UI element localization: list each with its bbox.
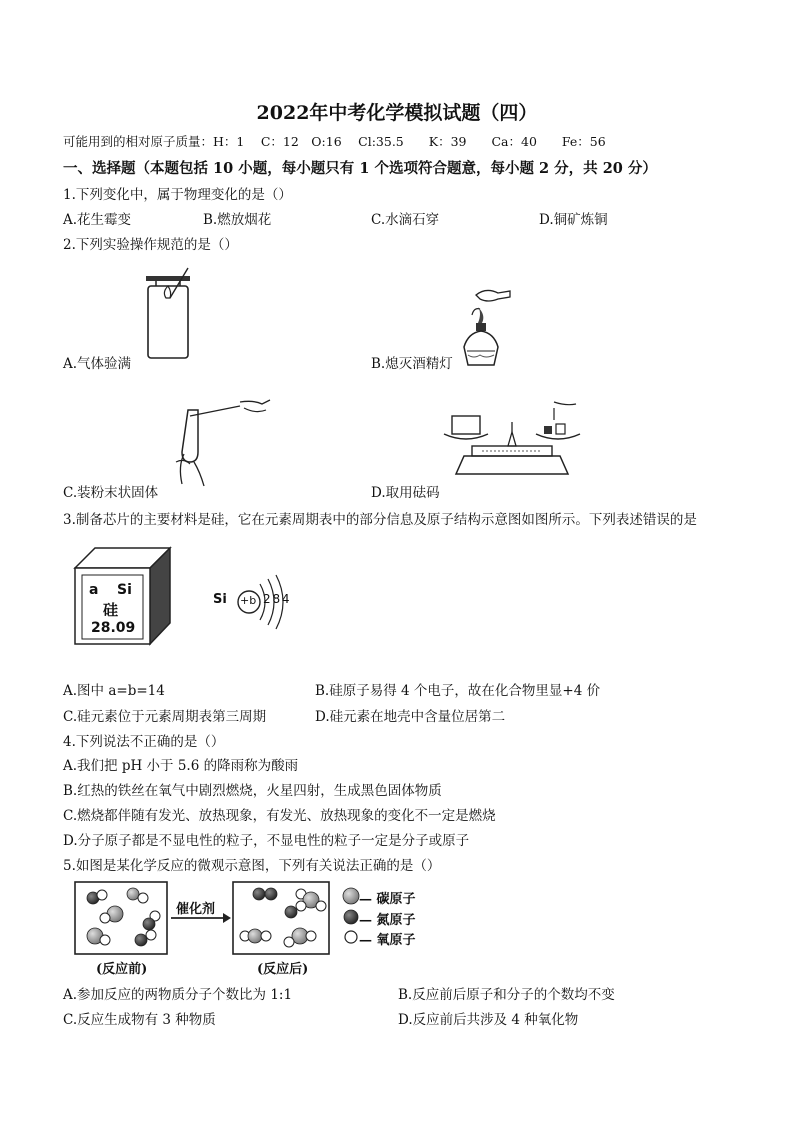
question-5-stem: 5.如图是某化学反应的微观示意图，下列有关说法正确的是（） [63, 858, 441, 874]
q4-option-a: A.我们把 pH 小于 5.6 的降雨称为酸雨 [63, 758, 299, 774]
page-title: 2022年中考化学模拟试题（四） [256, 102, 538, 124]
q3-option-b: B.硅原子易得 4 个电子，故在化合物里显+4 价 [315, 683, 601, 699]
atom-shells: 2 8 4 [263, 592, 289, 606]
q5-option-c: C.反应生成物有 3 种物质 [63, 1012, 216, 1028]
q2-option-d: D.取用砝码 [371, 485, 440, 501]
legend-carbon: — 碳原子 [359, 892, 416, 907]
cell-atomic-number: a [89, 582, 99, 598]
q3-option-c: C.硅元素位于元素周期表第三周期 [63, 709, 267, 725]
q3-option-d: D.硅元素在地壳中含量位居第二 [315, 709, 506, 725]
gas-bottle-figure [140, 268, 200, 363]
q2-option-c: C.装粉末状固体 [63, 485, 159, 501]
q2-option-b: B.熄灭酒精灯 [371, 356, 453, 372]
cell-element-name: 硅 [103, 601, 119, 619]
atomic-masses: 可能用到的相对原子质量：H：1 C：12 O:16 Cl:35.5 K：39 Ca：40 Fe：56 [63, 134, 606, 149]
legend-oxygen: — 氧原子 [359, 933, 416, 948]
atom-nucleus: +b [240, 594, 257, 607]
q4-option-d: D.分子原子都是不显电性的粒子，不显电性的粒子一定是分子或原子 [63, 833, 470, 849]
q1-option-b: B.燃放烟花 [203, 212, 272, 228]
after-label: (反应后) [257, 962, 309, 977]
balance-figure [442, 402, 582, 492]
section-heading: 一、选择题（本题包括 10 小题，每小题只有 1 个选项符合题意，每小题 2 分，共 20 分） [63, 160, 657, 177]
question-4-stem: 4.下列说法不正确的是（） [63, 734, 225, 750]
q1-option-c: C.水滴石穿 [371, 212, 440, 228]
q5-option-d: D.反应前后共涉及 4 种氧化物 [398, 1012, 579, 1028]
q3-option-a: A.图中 a=b=14 [63, 683, 165, 699]
atom-symbol: Si [213, 592, 227, 607]
before-label: (反应前) [96, 962, 148, 977]
q4-option-c: C.燃烧都伴随有发光、放热现象，有发光、放热现象的变化不一定是燃烧 [63, 808, 496, 824]
q5-option-b: B.反应前后原子和分子的个数均不变 [398, 987, 615, 1003]
catalyst-label: 催化剂 [176, 902, 216, 917]
question-2-stem: 2.下列实验操作规范的是（） [63, 237, 238, 253]
q4-option-b: B.红热的铁丝在氧气中剧烈燃烧，火星四射，生成黑色固体物质 [63, 783, 442, 799]
cell-atomic-mass: 28.09 [91, 620, 136, 636]
q1-option-d: D.铜矿炼铜 [539, 212, 608, 228]
q2-option-a: A.气体验满 [63, 356, 132, 372]
test-tube-figure [170, 392, 280, 490]
q1-option-a: A.花生霉变 [63, 212, 132, 228]
question-3-stem: 3.制备芯片的主要材料是硅，它在元素周期表中的部分信息及原子结构示意图如图所示。下列表述错误的是 [63, 512, 697, 528]
cell-symbol: Si [117, 582, 132, 598]
q5-option-a: A.参加反应的两物质分子个数比为 1:1 [63, 987, 293, 1003]
question-1-stem: 1.下列变化中，属于物理变化的是（） [63, 187, 292, 203]
alcohol-lamp-figure [458, 285, 528, 370]
legend-nitrogen: — 氮原子 [359, 913, 416, 928]
